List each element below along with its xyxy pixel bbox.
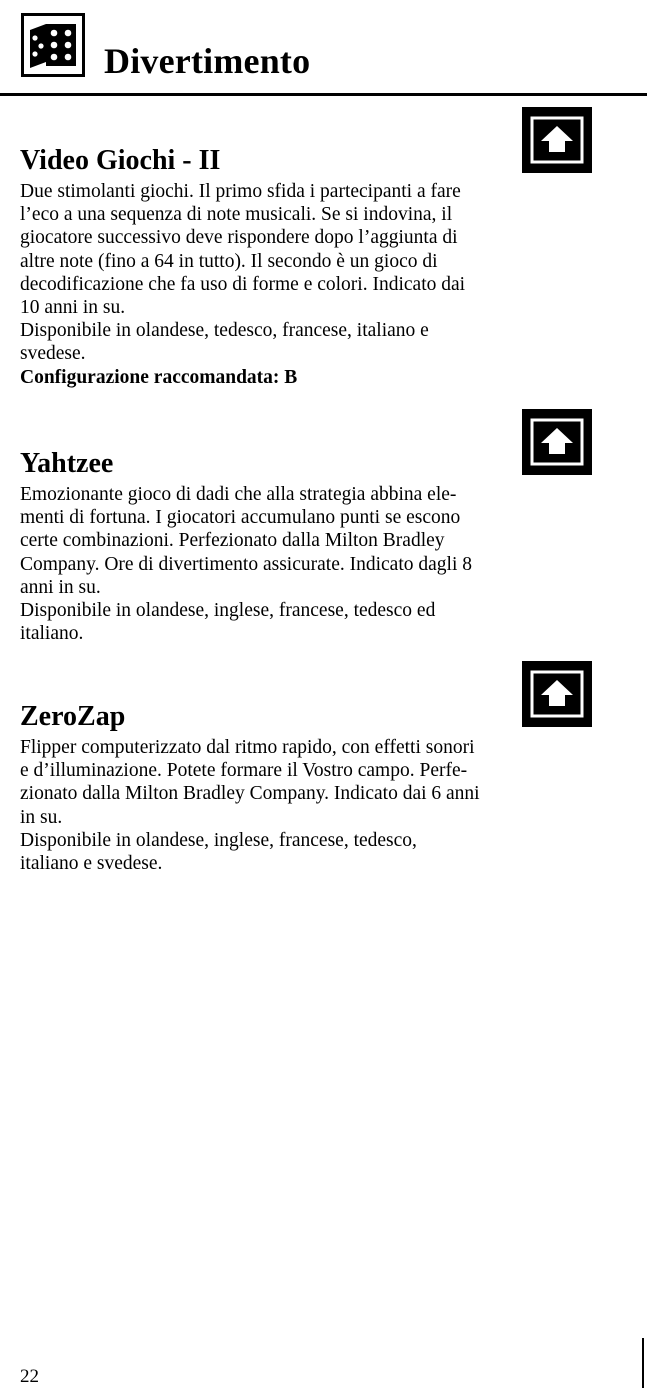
- description-line: e d’illuminazione. Potete formare il Vostro campo. Perfe-: [20, 760, 468, 782]
- description-line: anni in su.: [20, 576, 101, 598]
- description-line: Due stimolanti giochi. Il primo sfida i partecipanti a fare: [20, 181, 461, 202]
- entry-description: [20, 180, 592, 389]
- dice-icon: [21, 13, 85, 77]
- description-line: Disponibile in olandese, inglese, francese, tedesco ed: [20, 600, 436, 622]
- description-line: certe combinazioni. Perfezionato dalla Milton Bradley: [20, 530, 445, 552]
- entry-title: Yahtzee: [20, 448, 114, 479]
- page-title: Divertimento: [104, 41, 311, 81]
- entry-title: Video Giochi - II: [20, 145, 221, 176]
- description-line: Emozionante gioco di dadi che alla strategia abbina ele-: [20, 484, 457, 505]
- description-line: altre note (fino a 64 in tutto). Il secondo è un gioco di: [20, 250, 438, 272]
- description-line: decodificazione che fa uso di forme e colori. Indicato dai: [20, 273, 466, 295]
- description-line: in su.: [20, 806, 63, 828]
- recommended-configuration: Configurazione raccomandata: B: [20, 366, 298, 388]
- page-number: 22: [20, 1366, 39, 1387]
- arrow-up-icon: [522, 661, 592, 727]
- entry-description: [20, 483, 592, 645]
- entry-title: ZeroZap: [20, 701, 126, 732]
- description-line: italiano.: [20, 623, 84, 645]
- header-divider: [0, 93, 647, 96]
- arrow-up-icon: [522, 107, 592, 173]
- description-line: Company. Ore di divertimento assicurate. Indicato dagli 8: [20, 553, 472, 575]
- description-line: Disponibile in olandese, inglese, francese, tedesco,: [20, 829, 417, 851]
- description-line: giocatore successivo deve rispondere dopo l’aggiunta di: [20, 227, 458, 249]
- description-line: 10 anni in su.: [20, 297, 126, 319]
- description-line: zionato dalla Milton Bradley Company. Indicato dai 6 anni: [20, 783, 480, 805]
- page-edge-mark: [642, 1338, 644, 1388]
- description-line: l’eco a una sequenza di note musicali. Se si indovina, il: [20, 204, 453, 226]
- entry-description: [20, 736, 592, 875]
- description-line: Disponibile in olandese, tedesco, francese, italiano e: [20, 320, 429, 342]
- arrow-up-icon: [522, 409, 592, 475]
- description-line: menti di fortuna. I giocatori accumulano punti se escono: [20, 507, 461, 529]
- description-line: svedese.: [20, 343, 86, 365]
- description-line: Flipper computerizzato dal ritmo rapido, con effetti sonori: [20, 737, 475, 758]
- description-line: italiano e svedese.: [20, 853, 163, 875]
